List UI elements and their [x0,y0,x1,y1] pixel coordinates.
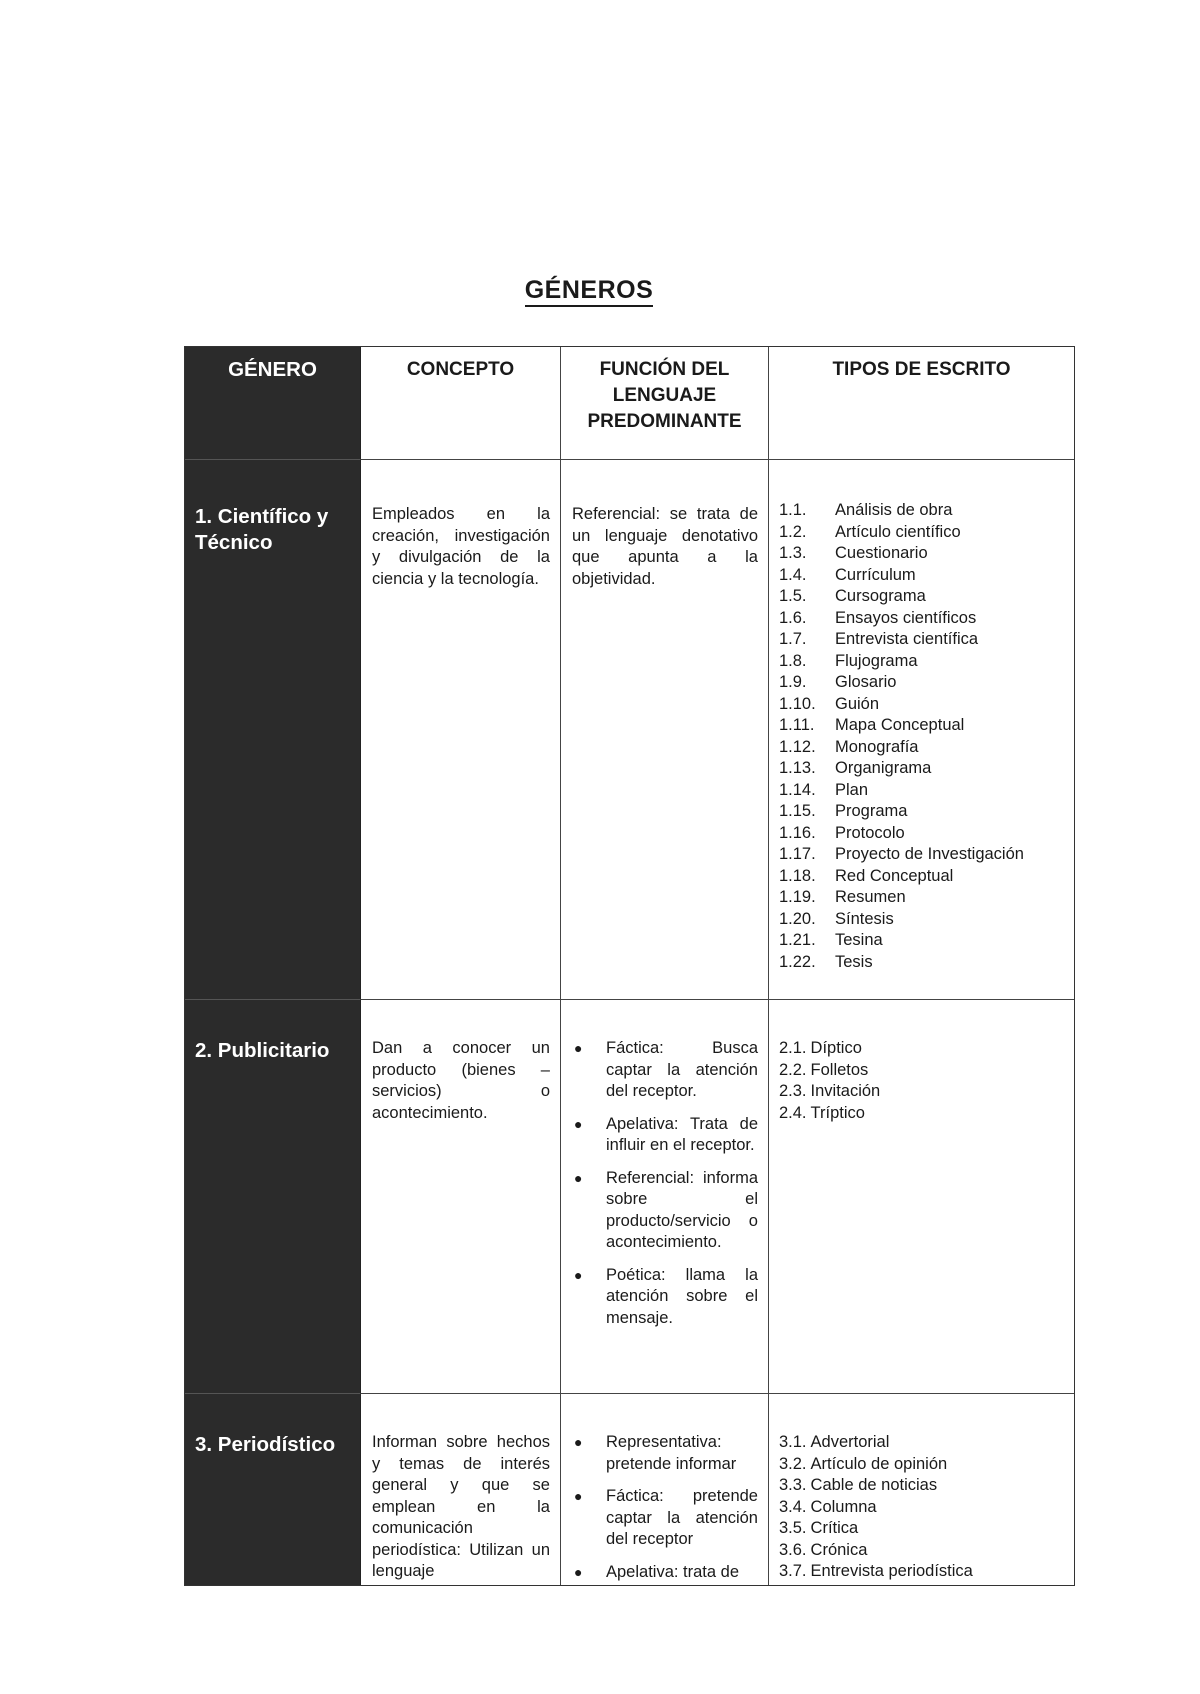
bullet-icon: ● [574,1115,583,1132]
function-cell-1: Referencial: se trata de un lenguaje denotativo que apunta a la objetividad. [561,460,769,1000]
types-list-2 [779,1038,1064,1124]
list-item-text: Proyecto de Investigación [835,845,1024,863]
list-item-number: 1.20. [779,909,816,928]
list-item [779,1561,1064,1583]
list-item-text: Monografía [835,737,919,756]
list-item-text: Poética: llama la atención sobre el mensaje. [606,1265,758,1327]
list-item-number: 3.7. [779,1562,807,1580]
list-item [572,1038,758,1103]
list-item-number: 1.4. [779,565,807,584]
bullet-icon: ● [574,1040,583,1056]
header-funcion: FUNCIÓN DEL LENGUAJE PREDOMINANTE [561,347,769,460]
list-item-text: Referencial: informa sobre el producto/servicio o acontecimiento. [606,1168,758,1251]
function-list-3 [572,1432,758,1583]
function-list-2 [572,1038,758,1329]
list-item-number: 3.6. [779,1540,807,1559]
header-tipos: TIPOS DE ESCRITO [769,347,1074,460]
list-item [572,1114,758,1157]
genre-cell-3 [185,1394,361,1585]
list-item-number: 2.3. [779,1082,807,1100]
list-item-text: Organigrama [835,759,932,777]
list-item [779,1038,1064,1060]
list-item [779,1432,1064,1454]
header-genero: GÉNERO [185,347,361,460]
list-item-text: Cuestionario [835,544,928,562]
genres-table [184,346,1075,1586]
types-cell-1 [769,460,1074,1000]
list-item-text: Entrevista científica [835,630,979,648]
list-item [779,1060,1064,1082]
list-item [779,844,1064,866]
list-item-number: 3.1. [779,1433,807,1451]
list-item [779,565,1064,587]
list-item [779,672,1064,694]
list-item [779,909,1064,931]
list-item-text: Red Conceptual [835,866,954,885]
function-cell-3 [561,1394,769,1585]
function-cell-2 [561,1000,769,1394]
list-item-text: Síntesis [835,909,894,928]
list-item [779,801,1064,823]
list-item-text: Apelativa: trata de [606,1562,739,1581]
list-item-number: 1.11. [779,716,815,734]
types-list-3 [779,1432,1064,1583]
types-list-1 [779,500,1064,973]
list-item [779,930,1064,952]
list-item [779,1103,1064,1125]
list-item-number: 1.6. [779,608,807,627]
list-item [779,694,1064,716]
list-item [779,1518,1064,1540]
types-cell-3 [769,1394,1074,1585]
list-item-number: 1.2. [779,522,807,541]
list-item [779,1454,1064,1476]
list-item-text: Columna [810,1497,877,1516]
list-item [779,522,1064,544]
types-cell-2 [769,1000,1074,1394]
list-item-number: 3.3. [779,1476,807,1494]
concept-cell-3: Informan sobre hechos y temas de interés general y que se emplean en la comunicación periodística: Utilizan un lenguaje [361,1394,561,1585]
genre-cell-1 [185,460,361,1000]
page-title-text: GÉNEROS [525,276,654,307]
list-item-number: 1.17. [779,845,816,863]
list-item-text: Fáctica: pretende captar la atención del receptor [606,1487,758,1548]
list-item [779,651,1064,673]
list-item-text: Cable de noticias [810,1476,938,1494]
list-item-text: Artículo científico [835,522,961,541]
list-item [779,780,1064,802]
list-item-text: Mapa Conceptual [835,716,965,734]
list-item-number: 3.4. [779,1497,807,1516]
list-item [779,629,1064,651]
list-item [779,1475,1064,1497]
list-item-number: 2.1. [779,1039,807,1057]
list-item [572,1168,758,1254]
page-title [0,276,1178,305]
list-item-text: Resumen [835,888,906,906]
list-item-text: Tesis [835,952,873,971]
list-item-text: Apelativa: Trata de influir en el receptor. [606,1114,758,1154]
list-item [779,866,1064,888]
list-item-text: Cursograma [835,587,926,605]
list-item-text: Fáctica: Busca captar la atención del receptor. [606,1039,758,1100]
bullet-icon: ● [574,1563,583,1580]
list-item [779,500,1064,522]
list-item-text: Protocolo [835,823,905,842]
list-item-number: 3.5. [779,1519,807,1537]
list-item [779,1540,1064,1562]
header-concepto: CONCEPTO [361,347,561,460]
list-item [572,1562,758,1584]
genre-label: 1. Científico y Técnico [195,505,329,554]
list-item [572,1265,758,1330]
list-item-text: Díptico [810,1039,862,1057]
bullet-icon: ● [574,1434,583,1450]
list-item-number: 1.22. [779,952,816,971]
list-item-number: 1.10. [779,694,816,713]
list-item [572,1432,758,1475]
list-item-text: Flujograma [835,651,918,670]
list-item-text: Guión [835,694,880,713]
list-item [779,737,1064,759]
list-item-text: Tesina [835,931,883,949]
list-item-number: 1.15. [779,802,816,820]
list-item-number: 1.12. [779,737,816,756]
list-item-text: Representativa: pretende informar [606,1433,737,1473]
genre-label: 3. Periodístico [195,1433,336,1456]
list-item [779,715,1064,737]
list-item-text: Invitación [810,1082,881,1100]
list-item [779,586,1064,608]
concept-cell-2: Dan a conocer un producto (bienes – servicios) o acontecimiento. [361,1000,561,1394]
list-item [779,887,1064,909]
list-item-number: 3.2. [779,1454,807,1473]
list-item-number: 2.4. [779,1103,807,1122]
list-item-text: Artículo de opinión [810,1454,948,1473]
list-item-number: 1.7. [779,630,807,648]
list-item [779,608,1064,630]
list-item [779,1081,1064,1103]
list-item-text: Currículum [835,565,916,584]
list-item-text: Entrevista periodística [810,1562,973,1580]
list-item-number: 1.1. [779,501,807,519]
list-item-text: Advertorial [810,1433,890,1451]
list-item-text: Plan [835,780,869,799]
genre-cell-2 [185,1000,361,1394]
list-item-text: Glosario [835,673,897,691]
list-item-number: 1.8. [779,651,807,670]
bullet-icon: ● [574,1488,583,1504]
genre-label: 2. Publicitario [195,1039,330,1062]
list-item [779,758,1064,780]
list-item-number: 1.16. [779,823,816,842]
list-item [779,543,1064,565]
list-item-number: 1.9. [779,673,807,691]
list-item-number: 1.19. [779,888,816,906]
list-item [779,823,1064,845]
bullet-icon: ● [574,1169,583,1186]
list-item-text: Crónica [810,1540,868,1559]
list-item-number: 1.21. [779,931,816,949]
list-item-number: 2.2. [779,1060,807,1079]
concept-cell-1: Empleados en la creación, investigación y divulgación de la ciencia y la tecnología. [361,460,561,1000]
list-item-number: 1.5. [779,587,807,605]
list-item [779,1497,1064,1519]
list-item [572,1486,758,1551]
list-item [779,952,1064,974]
list-item-text: Ensayos científicos [835,608,977,627]
list-item-text: Análisis de obra [835,501,953,519]
list-item-text: Crítica [810,1519,859,1537]
bullet-icon: ● [574,1266,583,1283]
list-item-text: Tríptico [810,1103,865,1122]
list-item-text: Programa [835,802,908,820]
list-item-number: 1.13. [779,759,816,777]
list-item-number: 1.18. [779,866,816,885]
list-item-number: 1.14. [779,780,816,799]
list-item-text: Folletos [810,1060,869,1079]
list-item-number: 1.3. [779,544,807,562]
